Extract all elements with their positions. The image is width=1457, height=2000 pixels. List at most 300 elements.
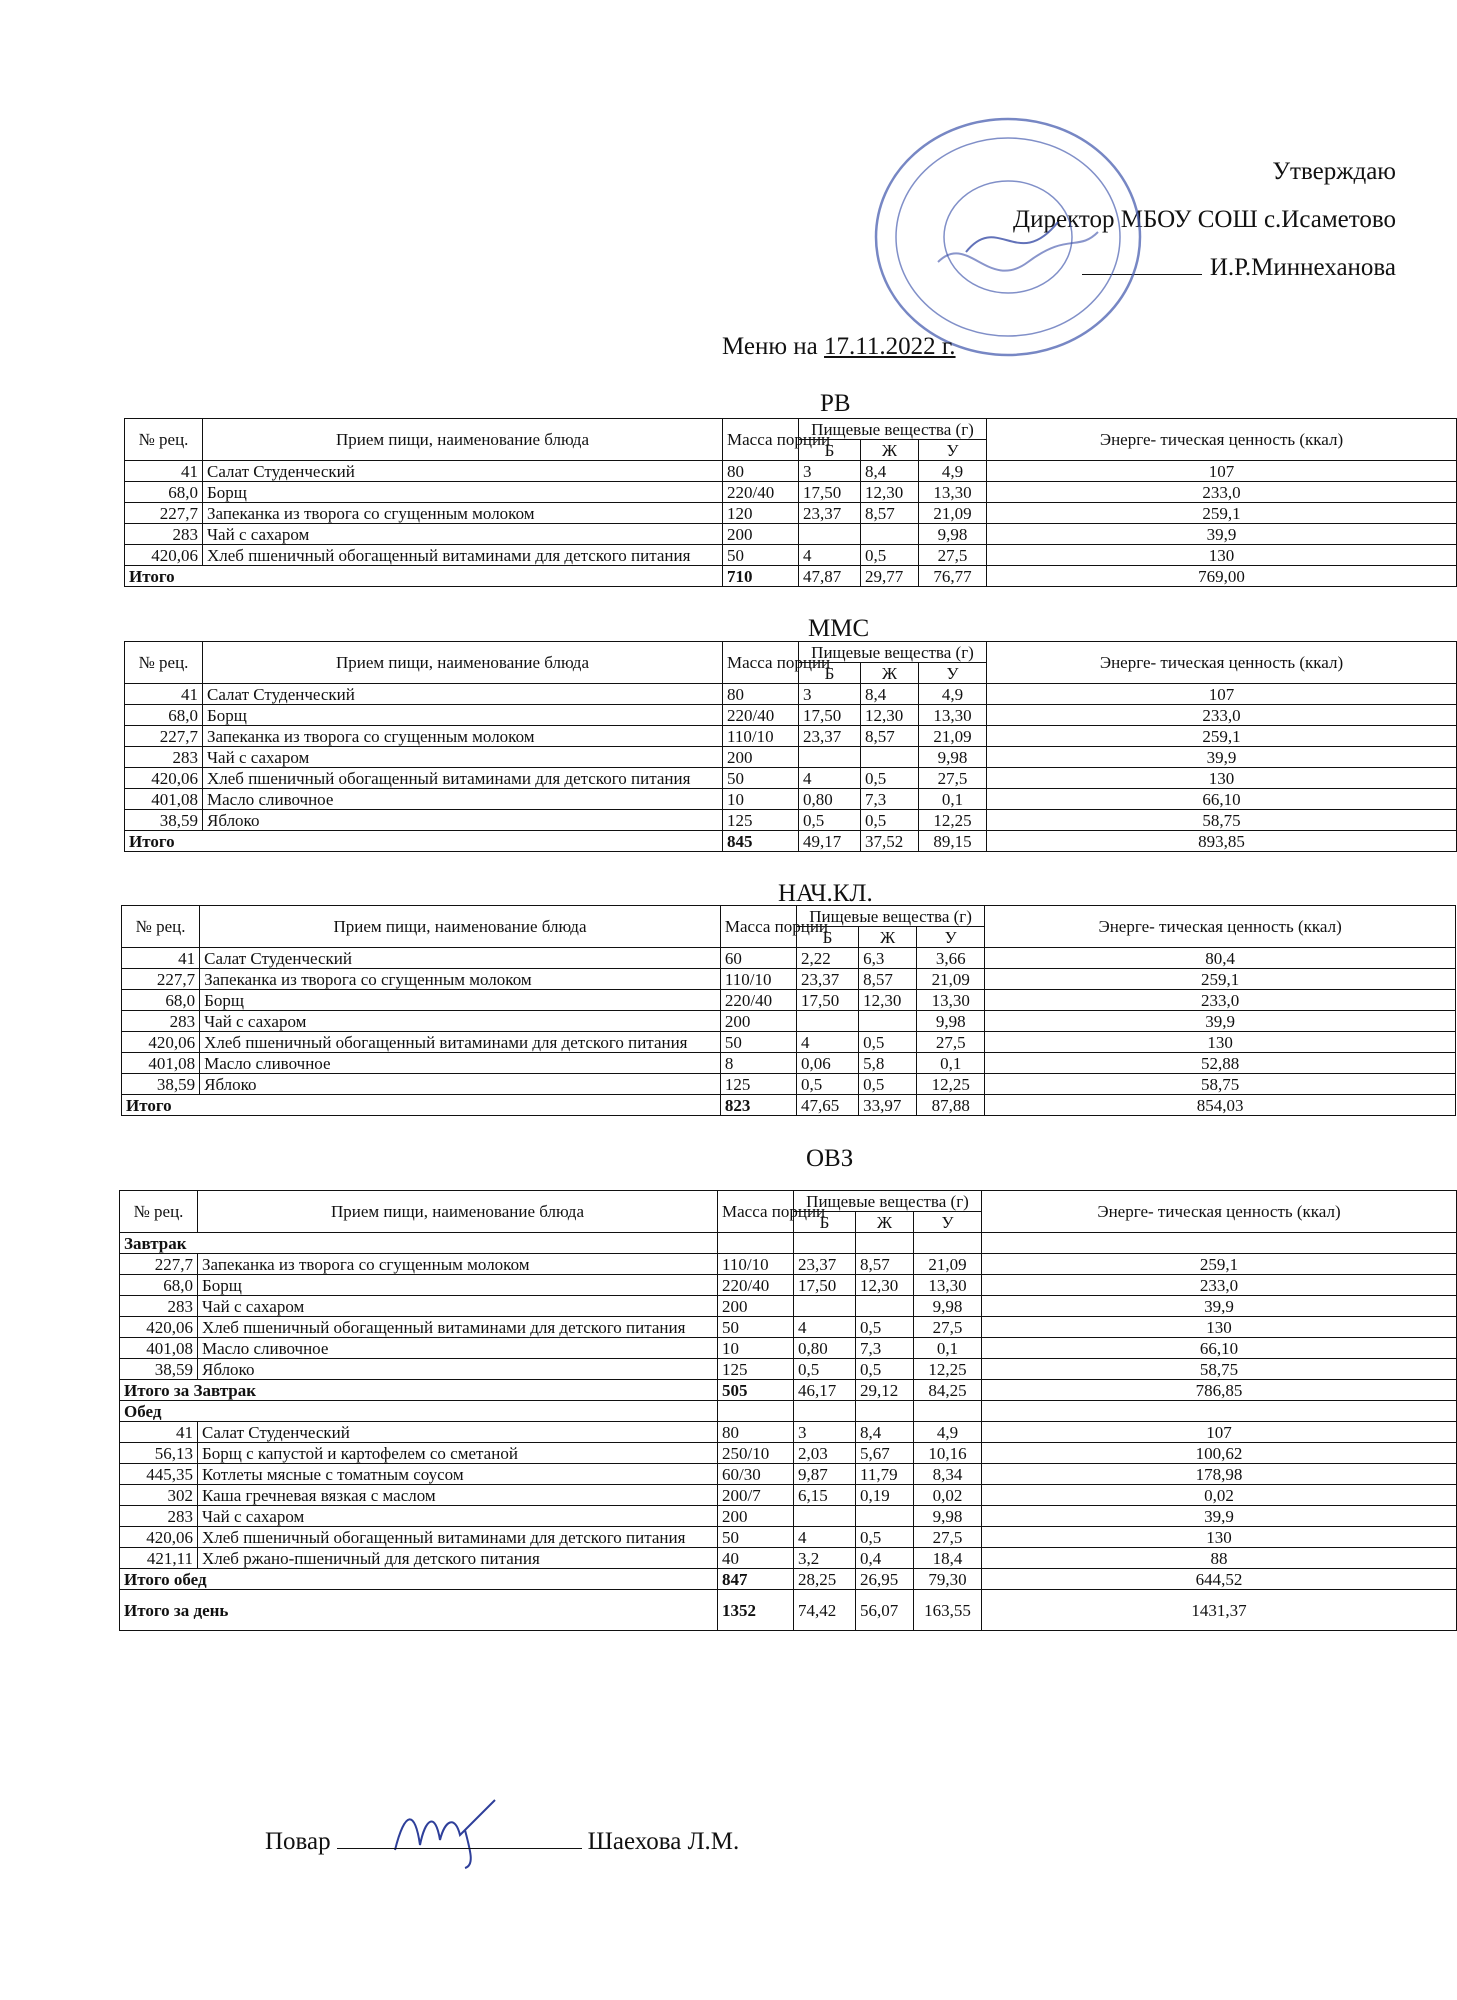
portion-mass: 200	[718, 1296, 794, 1317]
dish-name: Чай с сахаром	[203, 747, 723, 768]
portion-mass: 110/10	[723, 726, 799, 747]
portion-mass: 200	[720, 1011, 796, 1032]
energy-value: 107	[987, 684, 1457, 705]
rec-number: 41	[125, 461, 203, 482]
energy-value: 259,1	[982, 1254, 1457, 1275]
dish-name: Борщ	[203, 705, 723, 726]
protein-value: 2,03	[794, 1443, 856, 1464]
carbs-value: 0,1	[917, 1053, 985, 1074]
portion-mass: 50	[718, 1317, 794, 1338]
table-row	[125, 684, 1457, 705]
portion-mass: 200	[718, 1506, 794, 1527]
total-fat: 37,52	[861, 831, 919, 852]
total-fat: 56,07	[856, 1590, 914, 1631]
header-rec-number: № рец.	[125, 642, 203, 684]
table-row	[120, 1275, 1457, 1296]
carbs-value: 3,66	[917, 948, 985, 969]
header-energy: Энерге- тическая ценность (ккал)	[987, 419, 1457, 461]
rec-number: 68,0	[122, 990, 200, 1011]
meal-label: Завтрак	[120, 1233, 718, 1254]
dish-name: Хлеб ржано-пшеничный для детского питания	[198, 1548, 718, 1569]
total-energy: 1431,37	[982, 1590, 1457, 1631]
rec-number: 68,0	[125, 705, 203, 726]
table-header-row	[125, 419, 1457, 440]
carbs-value: 12,25	[917, 1074, 985, 1095]
total-protein: 74,42	[794, 1590, 856, 1631]
dish-name: Запеканка из творога со сгущенным молоком	[200, 969, 721, 990]
rec-number: 283	[125, 747, 203, 768]
protein-value: 4	[794, 1317, 856, 1338]
fat-value: 0,5	[856, 1527, 914, 1548]
total-protein: 46,17	[794, 1380, 856, 1401]
portion-mass: 220/40	[723, 705, 799, 726]
fat-value: 0,4	[856, 1548, 914, 1569]
table-row	[125, 768, 1457, 789]
fat-value: 0,5	[859, 1032, 917, 1053]
section-title-rv: РВ	[820, 390, 851, 417]
total-row	[120, 1569, 1457, 1590]
rec-number: 421,11	[120, 1548, 198, 1569]
fat-value: 8,57	[861, 726, 919, 747]
empty-cell	[914, 1233, 982, 1254]
table-row	[125, 705, 1457, 726]
table-row	[120, 1338, 1457, 1359]
carbs-value: 13,30	[919, 705, 987, 726]
total-energy: 786,85	[982, 1380, 1457, 1401]
total-carbs: 163,55	[914, 1590, 982, 1631]
section-title-nachkl: НАЧ.КЛ.	[778, 880, 873, 907]
portion-mass: 125	[723, 810, 799, 831]
table-row	[125, 524, 1457, 545]
rec-number: 38,59	[120, 1359, 198, 1380]
dish-name: Яблоко	[200, 1074, 721, 1095]
fat-value: 12,30	[861, 705, 919, 726]
energy-value: 130	[987, 768, 1457, 789]
protein-value: 0,5	[799, 810, 861, 831]
fat-value: 12,30	[859, 990, 917, 1011]
protein-value: 4	[796, 1032, 858, 1053]
energy-value: 130	[985, 1032, 1456, 1053]
dish-name: Хлеб пшеничный обогащенный витаминами для детского питания	[203, 545, 723, 566]
carbs-value: 13,30	[919, 482, 987, 503]
header-carbs: У	[917, 927, 985, 948]
portion-mass: 8	[720, 1053, 796, 1074]
carbs-value: 4,9	[919, 461, 987, 482]
portion-mass: 125	[718, 1359, 794, 1380]
table-header-row	[122, 906, 1456, 927]
protein-value: 3	[799, 684, 861, 705]
table-row	[125, 747, 1457, 768]
dish-name: Салат Студенческий	[203, 684, 723, 705]
portion-mass: 220/40	[718, 1275, 794, 1296]
dish-name: Борщ	[198, 1275, 718, 1296]
portion-mass: 110/10	[720, 969, 796, 990]
fat-value: 0,5	[861, 810, 919, 831]
header-protein: Б	[799, 440, 861, 461]
carbs-value: 9,98	[914, 1506, 982, 1527]
cook-name: Шаехова Л.М.	[587, 1828, 740, 1855]
protein-value: 23,37	[799, 503, 861, 524]
carbs-value: 18,4	[914, 1548, 982, 1569]
rec-number: 420,06	[120, 1527, 198, 1548]
protein-value: 17,50	[799, 482, 861, 503]
protein-value: 0,06	[796, 1053, 858, 1074]
menu-date: 17.11.2022 г.	[824, 333, 956, 360]
total-row	[125, 831, 1457, 852]
carbs-value: 21,09	[919, 726, 987, 747]
carbs-value: 9,98	[919, 524, 987, 545]
protein-value: 4	[799, 768, 861, 789]
portion-mass: 250/10	[718, 1443, 794, 1464]
protein-value: 23,37	[794, 1254, 856, 1275]
protein-value: 9,87	[794, 1464, 856, 1485]
protein-value: 4	[799, 545, 861, 566]
energy-value: 107	[982, 1422, 1457, 1443]
table-row	[120, 1485, 1457, 1506]
energy-value: 80,4	[985, 948, 1456, 969]
rec-number: 68,0	[120, 1275, 198, 1296]
portion-mass: 125	[720, 1074, 796, 1095]
table-row	[122, 1053, 1456, 1074]
protein-value: 17,50	[799, 705, 861, 726]
carbs-value: 0,1	[919, 789, 987, 810]
dish-name: Чай с сахаром	[200, 1011, 721, 1032]
energy-value: 58,75	[987, 810, 1457, 831]
table-header-row	[125, 642, 1457, 663]
total-carbs: 89,15	[919, 831, 987, 852]
header-rec-number: № рец.	[120, 1191, 198, 1233]
portion-mass: 40	[718, 1548, 794, 1569]
header-energy: Энерге- тическая ценность (ккал)	[982, 1191, 1457, 1233]
table-row	[120, 1296, 1457, 1317]
rec-number: 41	[122, 948, 200, 969]
carbs-value: 21,09	[919, 503, 987, 524]
energy-value: 39,9	[982, 1296, 1457, 1317]
carbs-value: 12,25	[914, 1359, 982, 1380]
portion-mass: 200	[723, 747, 799, 768]
total-protein: 28,25	[794, 1569, 856, 1590]
table-row	[120, 1422, 1457, 1443]
dish-name: Масло сливочное	[198, 1338, 718, 1359]
section-title-mms: ММС	[808, 615, 870, 642]
header-protein: Б	[796, 927, 858, 948]
table-header-row	[120, 1191, 1457, 1212]
total-row	[120, 1380, 1457, 1401]
dish-name: Чай с сахаром	[203, 524, 723, 545]
fat-value	[856, 1506, 914, 1527]
portion-mass: 10	[718, 1338, 794, 1359]
dish-name: Яблоко	[198, 1359, 718, 1380]
energy-value: 88	[982, 1548, 1457, 1569]
protein-value	[794, 1296, 856, 1317]
fat-value: 0,5	[861, 545, 919, 566]
meal-label-row	[120, 1401, 1457, 1422]
empty-cell	[718, 1401, 794, 1422]
energy-value: 66,10	[982, 1338, 1457, 1359]
total-carbs: 76,77	[919, 566, 987, 587]
total-row	[122, 1095, 1456, 1116]
total-fat: 26,95	[856, 1569, 914, 1590]
total-carbs: 87,88	[917, 1095, 985, 1116]
header-dish-name: Прием пищи, наименование блюда	[200, 906, 721, 948]
table-row	[125, 726, 1457, 747]
table-row	[125, 461, 1457, 482]
fat-value: 8,4	[856, 1422, 914, 1443]
section-title-ovz: ОВЗ	[806, 1145, 854, 1172]
cook-line	[265, 1826, 739, 1856]
protein-value	[799, 747, 861, 768]
rec-number: 227,7	[122, 969, 200, 990]
total-label: Итого за день	[120, 1590, 718, 1631]
total-mass: 505	[718, 1380, 794, 1401]
protein-value	[794, 1506, 856, 1527]
carbs-value: 27,5	[917, 1032, 985, 1053]
total-protein: 47,87	[799, 566, 861, 587]
dish-name: Салат Студенческий	[200, 948, 721, 969]
table-row	[120, 1506, 1457, 1527]
energy-value: 107	[987, 461, 1457, 482]
menu-table-ovz	[119, 1190, 1457, 1631]
dish-name: Чай с сахаром	[198, 1296, 718, 1317]
total-fat: 29,77	[861, 566, 919, 587]
table-row	[120, 1527, 1457, 1548]
fat-value: 8,57	[859, 969, 917, 990]
menu-title	[722, 333, 956, 361]
dish-name: Масло сливочное	[203, 789, 723, 810]
fat-value: 6,3	[859, 948, 917, 969]
fat-value: 8,57	[861, 503, 919, 524]
energy-value: 39,9	[987, 524, 1457, 545]
fat-value: 7,3	[856, 1338, 914, 1359]
header-rec-number: № рец.	[125, 419, 203, 461]
fat-value: 8,57	[856, 1254, 914, 1275]
header-protein: Б	[799, 663, 861, 684]
rec-number: 283	[120, 1506, 198, 1527]
protein-value: 0,80	[799, 789, 861, 810]
protein-value: 0,80	[794, 1338, 856, 1359]
protein-value: 3,2	[794, 1548, 856, 1569]
portion-mass: 80	[723, 461, 799, 482]
energy-value: 39,9	[982, 1506, 1457, 1527]
rec-number: 38,59	[125, 810, 203, 831]
energy-value: 52,88	[985, 1053, 1456, 1074]
fat-value: 8,4	[861, 684, 919, 705]
rec-number: 68,0	[125, 482, 203, 503]
fat-value	[859, 1011, 917, 1032]
dish-name: Хлеб пшеничный обогащенный витаминами для детского питания	[198, 1527, 718, 1548]
dish-name: Запеканка из творога со сгущенным молоком	[198, 1254, 718, 1275]
energy-value: 130	[987, 545, 1457, 566]
portion-mass: 220/40	[720, 990, 796, 1011]
dish-name: Чай с сахаром	[198, 1506, 718, 1527]
rec-number: 401,08	[122, 1053, 200, 1074]
header-portion-mass: Масса порции	[718, 1191, 794, 1233]
dish-name: Борщ с капустой и картофелем со сметаной	[198, 1443, 718, 1464]
header-rec-number: № рец.	[122, 906, 200, 948]
total-mass: 823	[720, 1095, 796, 1116]
total-mass: 845	[723, 831, 799, 852]
table-row	[120, 1464, 1457, 1485]
protein-value: 23,37	[796, 969, 858, 990]
protein-value: 3	[799, 461, 861, 482]
cook-label: Повар	[265, 1828, 331, 1855]
carbs-value: 21,09	[914, 1254, 982, 1275]
total-mass: 1352	[718, 1590, 794, 1631]
dish-name: Хлеб пшеничный обогащенный витаминами для детского питания	[198, 1317, 718, 1338]
rec-number: 445,35	[120, 1464, 198, 1485]
table-row	[120, 1548, 1457, 1569]
energy-value: 233,0	[985, 990, 1456, 1011]
table-row	[120, 1443, 1457, 1464]
energy-value: 0,02	[982, 1485, 1457, 1506]
portion-mass: 60	[720, 948, 796, 969]
table-row	[125, 810, 1457, 831]
energy-value: 58,75	[982, 1359, 1457, 1380]
portion-mass: 50	[720, 1032, 796, 1053]
portion-mass: 200	[723, 524, 799, 545]
total-protein: 49,17	[799, 831, 861, 852]
header-fat: Ж	[861, 663, 919, 684]
protein-value: 0,5	[796, 1074, 858, 1095]
menu-table-rv	[124, 418, 1457, 587]
total-label: Итого за Завтрак	[120, 1380, 718, 1401]
header-carbs: У	[914, 1212, 982, 1233]
empty-cell	[794, 1401, 856, 1422]
carbs-value: 12,25	[919, 810, 987, 831]
energy-value: 39,9	[985, 1011, 1456, 1032]
approval-position: Директор МБОУ СОШ с.Исаметово	[1013, 206, 1396, 233]
total-protein: 47,65	[796, 1095, 858, 1116]
header-fat: Ж	[856, 1212, 914, 1233]
carbs-value: 27,5	[914, 1527, 982, 1548]
meal-label-row	[120, 1233, 1457, 1254]
fat-value: 0,19	[856, 1485, 914, 1506]
total-carbs: 79,30	[914, 1569, 982, 1590]
rec-number: 283	[125, 524, 203, 545]
energy-value: 259,1	[987, 503, 1457, 524]
rec-number: 227,7	[125, 503, 203, 524]
rec-number: 420,06	[125, 545, 203, 566]
table-row	[125, 545, 1457, 566]
portion-mass: 200/7	[718, 1485, 794, 1506]
rec-number: 41	[120, 1422, 198, 1443]
header-dish-name: Прием пищи, наименование блюда	[198, 1191, 718, 1233]
total-label: Итого	[125, 831, 723, 852]
round-seal-stamp	[868, 112, 1148, 362]
carbs-value: 8,34	[914, 1464, 982, 1485]
fat-value: 0,5	[856, 1359, 914, 1380]
menu-table-nachkl	[121, 905, 1456, 1116]
empty-cell	[982, 1233, 1457, 1254]
header-energy: Энерге- тическая ценность (ккал)	[985, 906, 1456, 948]
dish-name: Котлеты мясные с томатным соусом	[198, 1464, 718, 1485]
rec-number: 420,06	[125, 768, 203, 789]
energy-value: 259,1	[985, 969, 1456, 990]
carbs-value: 27,5	[914, 1317, 982, 1338]
fat-value: 8,4	[861, 461, 919, 482]
table-row	[122, 990, 1456, 1011]
protein-value: 17,50	[794, 1275, 856, 1296]
carbs-value: 0,02	[914, 1485, 982, 1506]
rec-number: 38,59	[122, 1074, 200, 1095]
header-portion-mass: Масса порции	[723, 642, 799, 684]
rec-number: 401,08	[125, 789, 203, 810]
empty-cell	[794, 1233, 856, 1254]
fat-value: 7,3	[861, 789, 919, 810]
carbs-value: 4,9	[914, 1422, 982, 1443]
empty-cell	[856, 1401, 914, 1422]
total-label: Итого	[122, 1095, 721, 1116]
portion-mass: 50	[723, 768, 799, 789]
dish-name: Хлеб пшеничный обогащенный витаминами для детского питания	[203, 768, 723, 789]
total-row	[125, 566, 1457, 587]
carbs-value: 10,16	[914, 1443, 982, 1464]
total-energy: 644,52	[982, 1569, 1457, 1590]
header-carbs: У	[919, 440, 987, 461]
total-label: Итого	[125, 566, 723, 587]
energy-value: 233,0	[987, 482, 1457, 503]
table-row	[122, 948, 1456, 969]
fat-value: 0,5	[861, 768, 919, 789]
dish-name: Каша гречневая вязкая с маслом	[198, 1485, 718, 1506]
energy-value: 66,10	[987, 789, 1457, 810]
dish-name: Борщ	[203, 482, 723, 503]
approval-title: Утверждаю	[1272, 158, 1396, 185]
header-portion-mass: Масса порции	[723, 419, 799, 461]
dish-name: Запеканка из творога со сгущенным молоком	[203, 503, 723, 524]
energy-value: 39,9	[987, 747, 1457, 768]
header-fat: Ж	[859, 927, 917, 948]
energy-value: 259,1	[987, 726, 1457, 747]
fat-value: 5,8	[859, 1053, 917, 1074]
dish-name: Салат Студенческий	[203, 461, 723, 482]
fat-value: 12,30	[856, 1275, 914, 1296]
table-row	[125, 789, 1457, 810]
table-row	[120, 1359, 1457, 1380]
table-row	[122, 1032, 1456, 1053]
table-row	[125, 482, 1457, 503]
total-energy: 893,85	[987, 831, 1457, 852]
carbs-value: 13,30	[914, 1275, 982, 1296]
fat-value: 5,67	[856, 1443, 914, 1464]
dish-name: Запеканка из творога со сгущенным молоком	[203, 726, 723, 747]
protein-value: 2,22	[796, 948, 858, 969]
table-row	[122, 1074, 1456, 1095]
energy-value: 130	[982, 1317, 1457, 1338]
protein-value: 4	[794, 1527, 856, 1548]
portion-mass: 110/10	[718, 1254, 794, 1275]
header-nutrients: Пищевые вещества (г)	[799, 419, 987, 440]
rec-number: 283	[122, 1011, 200, 1032]
fat-value	[856, 1296, 914, 1317]
meal-label: Обед	[120, 1401, 718, 1422]
protein-value: 23,37	[799, 726, 861, 747]
menu-title-prefix: Меню на	[722, 333, 825, 360]
rec-number: 420,06	[120, 1317, 198, 1338]
menu-table-mms	[124, 641, 1457, 852]
header-protein: Б	[794, 1212, 856, 1233]
portion-mass: 80	[718, 1422, 794, 1443]
rec-number: 227,7	[120, 1254, 198, 1275]
energy-value: 100,62	[982, 1443, 1457, 1464]
table-row	[120, 1317, 1457, 1338]
carbs-value: 9,98	[919, 747, 987, 768]
portion-mass: 60/30	[718, 1464, 794, 1485]
header-nutrients: Пищевые вещества (г)	[799, 642, 987, 663]
header-fat: Ж	[861, 440, 919, 461]
rec-number: 41	[125, 684, 203, 705]
empty-cell	[718, 1233, 794, 1254]
